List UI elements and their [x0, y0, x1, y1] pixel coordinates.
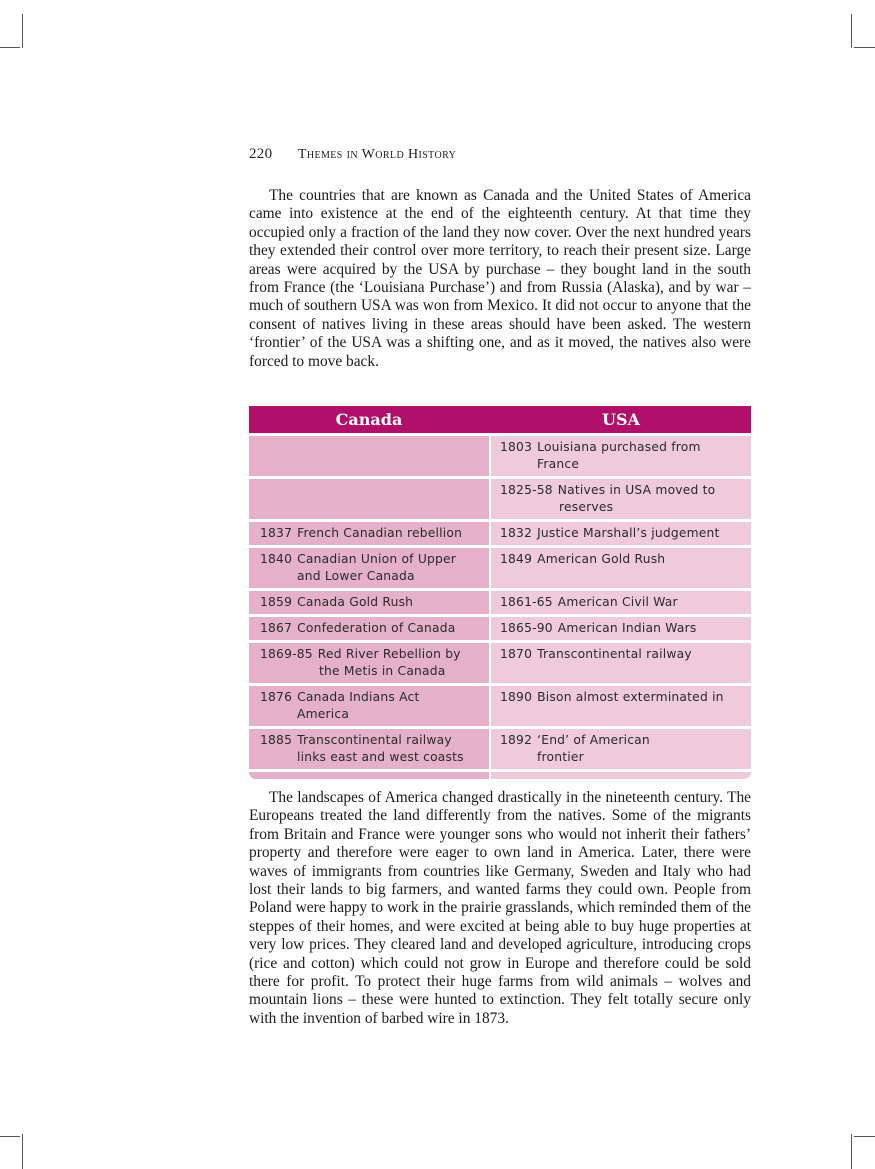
table-row: [249, 522, 751, 545]
usa-event: American Indian Wars: [557, 621, 697, 635]
running-header: [249, 146, 751, 163]
book-title: Themes in World History: [297, 147, 457, 162]
usa-year: 1825-58: [500, 483, 553, 497]
canada-cell: [249, 479, 489, 519]
canada-year: 1837: [260, 526, 293, 540]
usa-cell: [491, 643, 751, 683]
usa-event-continued: France: [537, 457, 580, 471]
canada-cell: [249, 617, 489, 640]
usa-cell: [491, 617, 751, 640]
table-row: [249, 479, 751, 519]
canada-cell: [249, 436, 489, 476]
canada-cell: [249, 548, 489, 588]
usa-cell: [491, 729, 751, 769]
timeline-table: [249, 406, 751, 779]
canada-event: French Canadian rebellion: [297, 526, 463, 540]
canada-year: 1885: [260, 733, 293, 747]
canada-cell: [249, 591, 489, 614]
canada-event-continued: the Metis in Canada: [319, 664, 446, 678]
usa-event-continued: reserves: [559, 500, 614, 514]
table-row: [249, 617, 751, 640]
canada-event: Canada Indians Act: [297, 690, 420, 704]
canada-event-continued: America: [297, 707, 350, 721]
canada-year: 1869-85: [260, 647, 313, 661]
usa-cell: [491, 591, 751, 614]
table-row: [249, 729, 751, 769]
usa-event: Justice Marshall’s judgement: [537, 526, 720, 540]
usa-year: 1892: [500, 733, 533, 747]
usa-year: 1849: [500, 552, 533, 566]
canada-year: 1867: [260, 621, 293, 635]
usa-event: Transcontinental railway: [537, 647, 692, 661]
crop-mark: [0, 1136, 20, 1137]
table-footer-canada: [249, 772, 489, 779]
canada-event-continued: and Lower Canada: [297, 569, 415, 583]
usa-event: Natives in USA moved to: [557, 483, 716, 497]
table-row: [249, 436, 751, 476]
table-row: [249, 643, 751, 683]
usa-event: ‘End’ of American: [537, 733, 650, 747]
table-footer: [249, 772, 751, 779]
usa-event: American Gold Rush: [537, 552, 666, 566]
canada-cell: [249, 729, 489, 769]
crop-mark: [854, 1136, 875, 1137]
usa-cell: [491, 548, 751, 588]
usa-cell: [491, 436, 751, 476]
table-row: [249, 591, 751, 614]
column-header-usa: USA: [602, 410, 640, 429]
usa-year: 1865-90: [500, 621, 553, 635]
usa-year: 1890: [500, 690, 533, 704]
usa-cell: [491, 522, 751, 545]
crop-mark: [851, 1134, 852, 1169]
table-header: [249, 406, 751, 433]
canada-event: Canada Gold Rush: [297, 595, 414, 609]
usa-year: 1832: [500, 526, 533, 540]
usa-cell: [491, 686, 751, 726]
canada-event: Red River Rebellion by: [317, 647, 461, 661]
canada-event: Canadian Union of Upper: [297, 552, 457, 566]
usa-year: 1870: [500, 647, 533, 661]
table-row: [249, 548, 751, 588]
canada-cell: [249, 522, 489, 545]
table-row: [249, 686, 751, 726]
canada-event: Transcontinental railway: [297, 733, 452, 747]
canada-year: 1876: [260, 690, 293, 704]
canada-year: 1859: [260, 595, 293, 609]
usa-year: 1803: [500, 440, 533, 454]
table-footer-usa: [491, 772, 751, 779]
canada-cell: [249, 643, 489, 683]
usa-event: Louisiana purchased from: [537, 440, 701, 454]
crop-mark: [854, 47, 875, 48]
intro-paragraph: The countries that are known as Canada and the United States of America came into existence at the end of the eighteenth century. At that time they occupied only a fraction of the land they now cover. Over the next hundred years they extended their control over more territory, to reach their present size. Large areas were acquired by the USA by purchase – they bought land in the south from France (the ‘Louisiana Purchase’) and from Russia (Alaska), and by war – much of southern USA was won from Mexico. It did not occur to anyone that the consent of natives living in these areas should have been asked. The western ‘frontier’ of the USA was a shifting one, and as it moved, the natives also were forced to move back.: [249, 187, 751, 370]
crop-mark: [851, 14, 852, 48]
usa-cell: [491, 479, 751, 519]
usa-year: 1861-65: [500, 595, 553, 609]
table-body: [249, 436, 751, 769]
column-header-canada: Canada: [335, 410, 403, 429]
page-number: 220: [249, 146, 273, 162]
canada-event-continued: links east and west coasts: [297, 750, 464, 764]
canada-year: 1840: [260, 552, 293, 566]
usa-event: American Civil War: [557, 595, 678, 609]
canada-event: Confederation of Canada: [297, 621, 456, 635]
usa-event: Bison almost exterminated in: [537, 690, 724, 704]
landscape-paragraph: The landscapes of America changed drastically in the nineteenth century. The Europeans treated the land differently from the natives. Some of the migrants from Britain and France were younger sons who would not inherit their fathers’ property and therefore were eager to own land in America. Later, there were waves of immigrants from countries like Germany, Sweden and Italy who had lost their lands to big farmers, and wanted farms they could own. People from Poland were happy to work in the prairie grasslands, which reminded them of the steppes of their homes, and were excited at being able to buy huge properties at very low prices. They cleared land and developed agriculture, introducing crops (rice and cotton) which could not grow in Europe and therefore could be sold there for profit. To protect their huge farms from wild animals – wolves and mountain lions – these were hunted to extinction. They felt totally secure only with the invention of barbed wire in 1873.: [249, 789, 751, 1027]
canada-cell: [249, 686, 489, 726]
crop-mark: [22, 1134, 23, 1169]
crop-mark: [0, 47, 20, 48]
usa-event-continued: frontier: [537, 750, 584, 764]
crop-mark: [22, 14, 23, 48]
